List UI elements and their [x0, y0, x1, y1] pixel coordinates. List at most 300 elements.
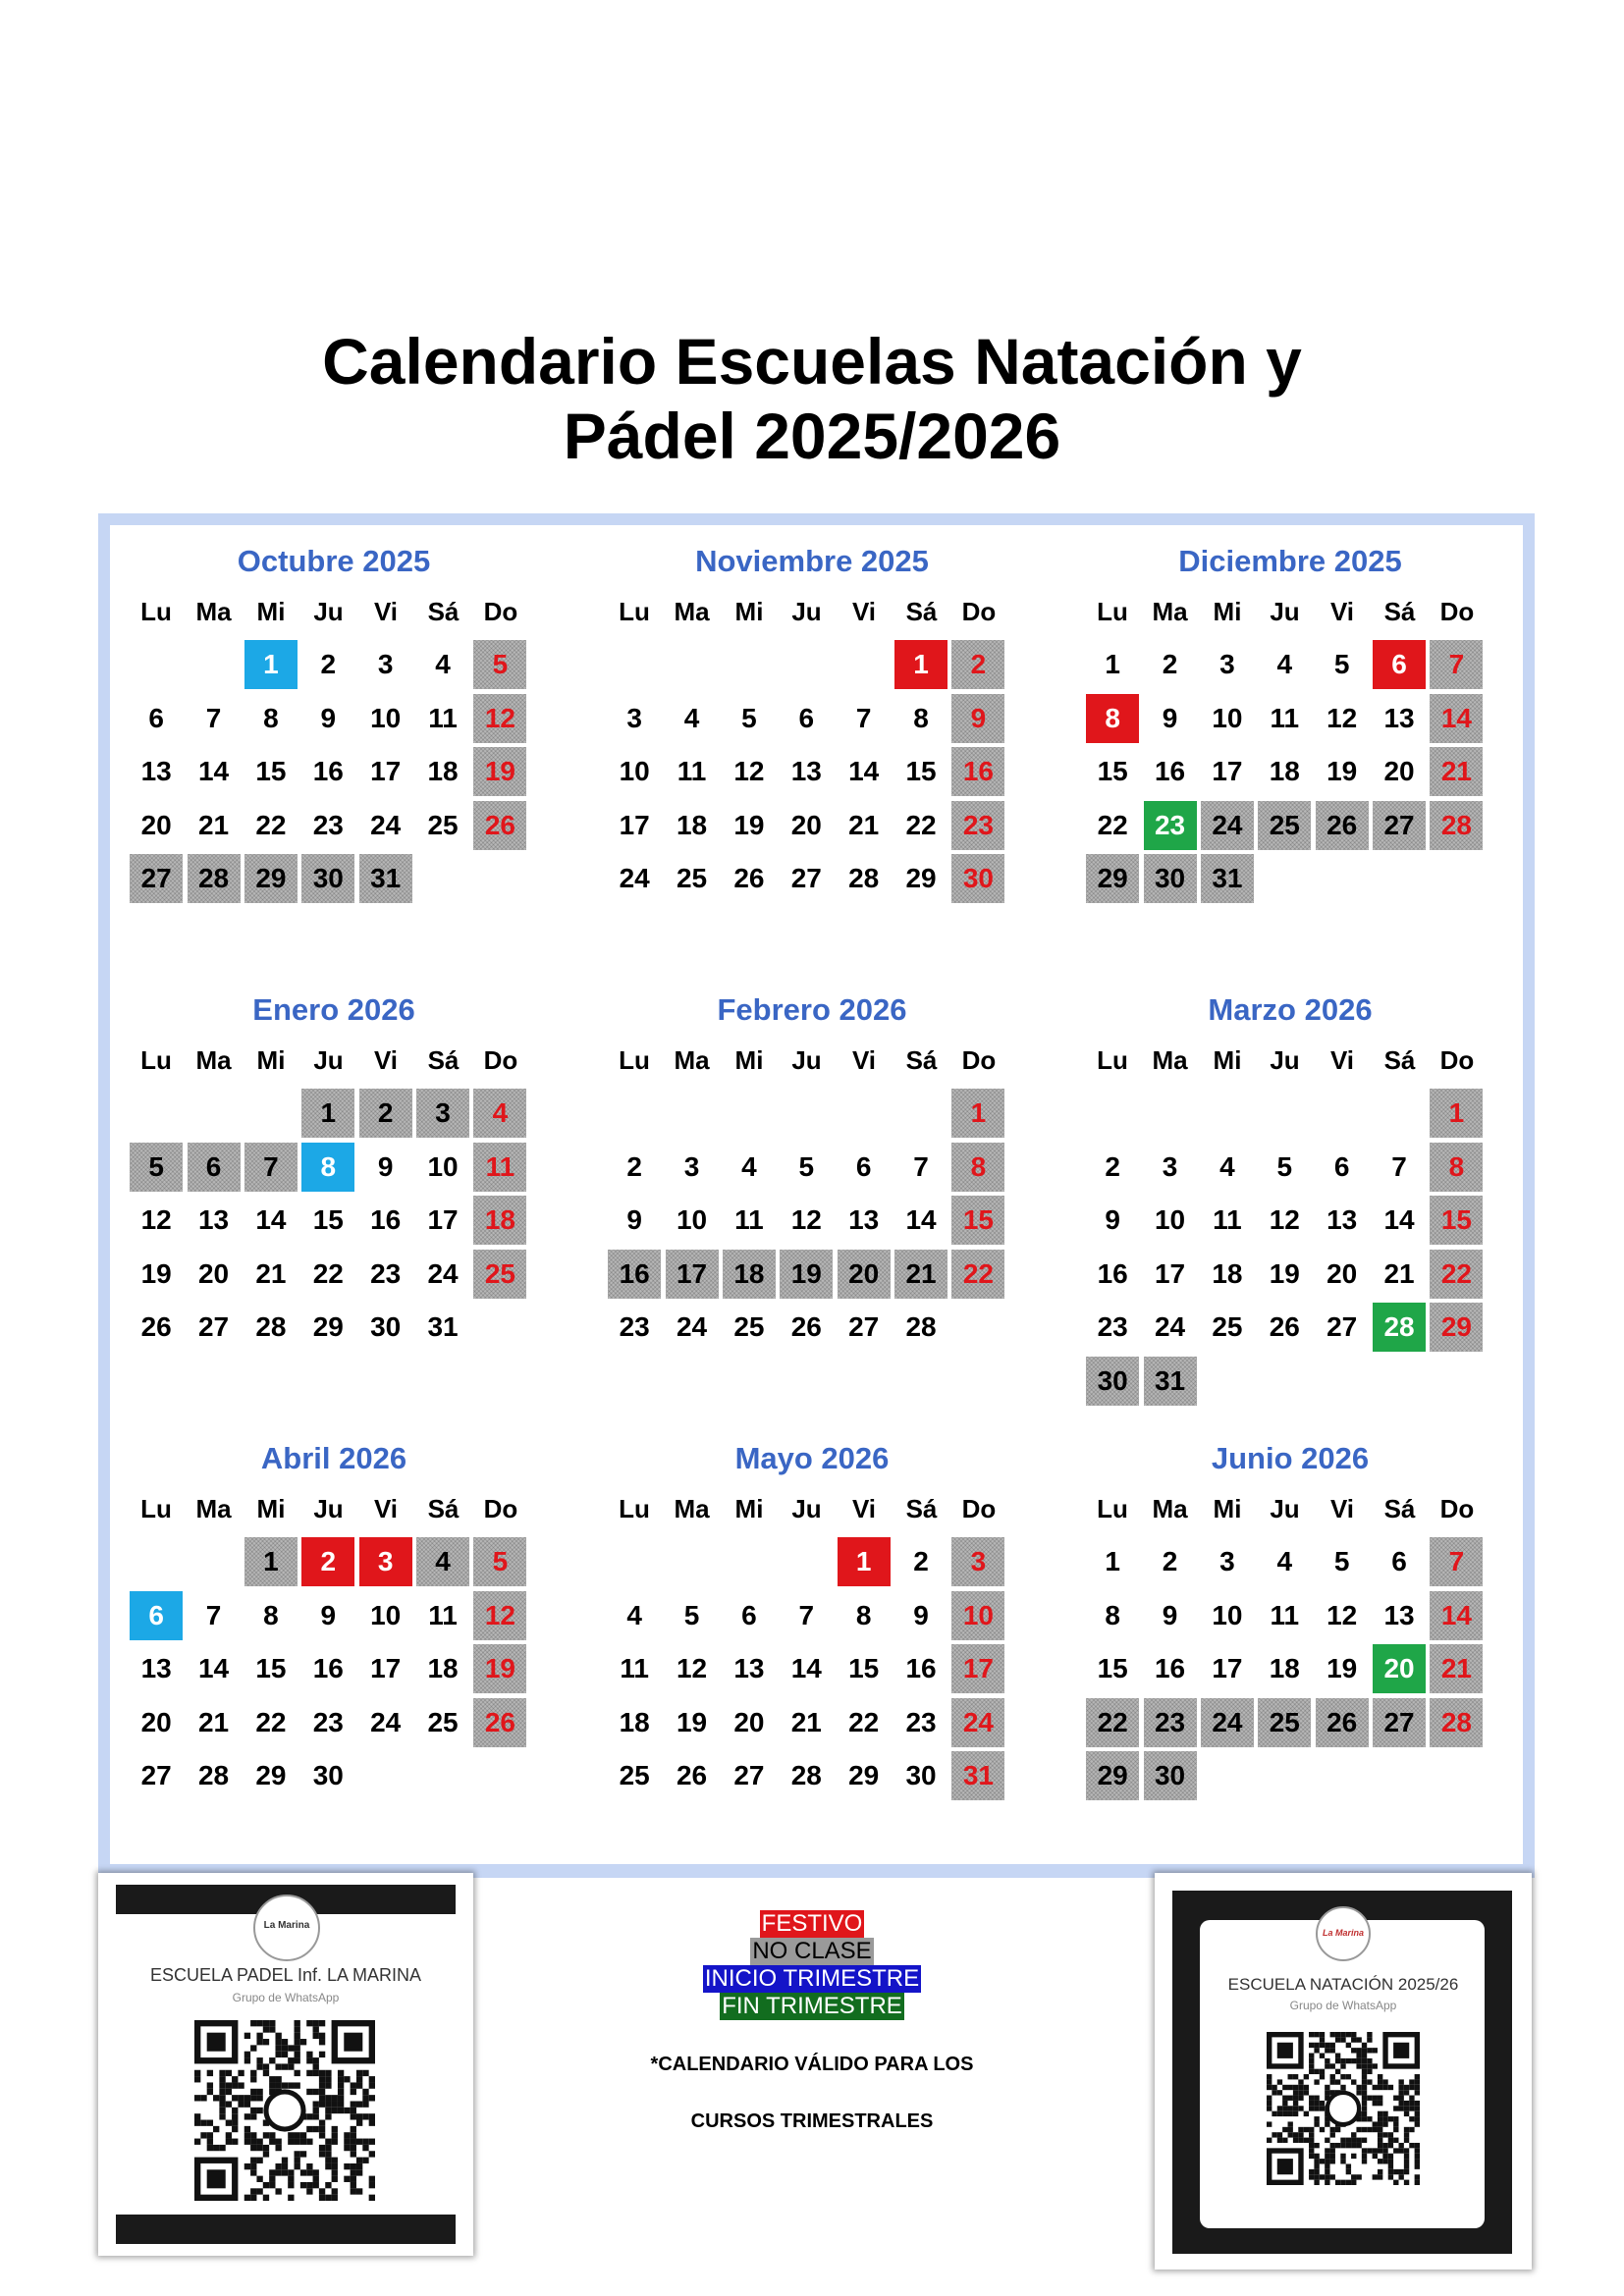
qr-module [1378, 2169, 1382, 2174]
qr-module [1378, 2111, 1382, 2116]
qr-module [1267, 2106, 1272, 2110]
qr-module [1415, 2085, 1420, 2090]
qr-module [369, 2082, 375, 2088]
qr-module [313, 2169, 319, 2175]
qr-module [1388, 2169, 1393, 2174]
qr-module [1409, 2096, 1414, 2101]
empty-day-cell [1430, 1751, 1483, 1800]
qr-module [1293, 2111, 1298, 2116]
day-cell: 22 [312, 1257, 344, 1289]
qr-module [1362, 2138, 1367, 2143]
qr-module [1367, 2096, 1372, 2101]
weekday-label: Sá [1383, 1493, 1416, 1523]
weekday-label: Ma [674, 596, 710, 626]
week-row [1084, 692, 1496, 746]
qr-module [1398, 2106, 1403, 2110]
day-cell: 16 [312, 756, 344, 787]
day-cell: 22 [255, 1706, 287, 1737]
qr-module [1314, 2154, 1319, 2159]
day-cell: 25 [473, 1250, 526, 1299]
week-row [1084, 1749, 1496, 1803]
qr-module [1409, 2106, 1414, 2110]
qr-module [1388, 2143, 1393, 2148]
qr-module [351, 2132, 356, 2138]
qr-module [319, 2076, 325, 2082]
qr-module [295, 2151, 300, 2157]
qr-module [194, 2076, 200, 2082]
day-cell: 22 [1430, 1250, 1483, 1299]
qr-module [250, 2020, 256, 2026]
day-cell: 20 [1373, 1644, 1426, 1693]
page-title [0, 324, 1624, 473]
qr-module [288, 2169, 294, 2175]
qr-module [313, 2033, 319, 2039]
day-cell: 3 [683, 1150, 700, 1182]
weekday-label: Ma [674, 1493, 710, 1523]
qr-module [1330, 2079, 1335, 2084]
empty-day-cell [1258, 854, 1311, 903]
day-cell: 27 [130, 854, 183, 903]
day-cell: 14 [255, 1204, 287, 1236]
qr-module [1356, 2174, 1361, 2179]
qr-module [1325, 2121, 1329, 2126]
day-cell: 14 [197, 756, 230, 787]
day-cell: 1 [1105, 649, 1120, 680]
day-cell: 3 [1162, 1150, 1178, 1182]
day-cell: 28 [905, 1311, 937, 1343]
weekday-label: Ju [1270, 1493, 1300, 1523]
qr-module [1382, 2085, 1387, 2090]
qr-module [275, 2082, 281, 2088]
qr-module [356, 2076, 362, 2082]
weekday-label: Ju [313, 596, 344, 626]
qr-module [263, 2039, 269, 2045]
qr-module [300, 2151, 306, 2157]
qr-module [1314, 2096, 1319, 2101]
week-row [128, 1087, 540, 1141]
qr-module [1415, 2074, 1420, 2079]
day-cell: 16 [608, 1250, 661, 1299]
qr-module [325, 2158, 331, 2163]
empty-day-cell [1201, 1089, 1254, 1138]
day-cell: 12 [473, 1591, 526, 1640]
qr-module [1288, 2121, 1293, 2126]
qr-module [275, 2139, 281, 2145]
day-cell: 5 [683, 1599, 700, 1630]
day-cell: 11 [1270, 702, 1300, 733]
week-row [1084, 1141, 1496, 1195]
day-cell: 13 [140, 1653, 172, 1684]
qr-module [1335, 2054, 1340, 2058]
day-cell: 18 [1269, 1653, 1300, 1684]
day-cell: 11 [428, 702, 458, 733]
qr-module [1382, 2132, 1387, 2137]
qr-module [1325, 2043, 1329, 2048]
month-4 [606, 987, 1018, 1355]
qr-module [1346, 2043, 1351, 2048]
qr-module [1373, 2154, 1378, 2159]
day-cell: 12 [140, 1204, 172, 1236]
qr-module [1282, 2127, 1287, 2132]
qr-module [332, 2188, 338, 2194]
qr-finder [1277, 2043, 1293, 2058]
day-cell: 3 [626, 702, 642, 733]
qr-module [1346, 2138, 1351, 2143]
qr-module [288, 2176, 294, 2182]
qr-module [263, 2182, 269, 2188]
qr-module [1367, 2079, 1372, 2084]
qr-module [344, 2132, 350, 2138]
qr-module [1309, 2101, 1314, 2106]
day-cell: 16 [1154, 756, 1186, 787]
qr-module [1335, 2032, 1340, 2037]
empty-day-cell [416, 1751, 469, 1800]
qr-module [1309, 2096, 1314, 2101]
qr-module [1309, 2058, 1314, 2063]
empty-day-cell [666, 1537, 719, 1586]
qr-module [1404, 2090, 1409, 2095]
day-cell: 9 [1105, 1204, 1120, 1236]
day-cell: 31 [427, 1311, 459, 1343]
qr-module [269, 2132, 275, 2138]
qr-module [1378, 2121, 1382, 2126]
week-row [1084, 1301, 1496, 1355]
qr-module [1309, 2054, 1314, 2058]
qr-module [356, 2158, 362, 2163]
card-bottom-bar [116, 2215, 456, 2244]
day-cell: 18 [473, 1196, 526, 1245]
day-cell: 18 [1212, 1257, 1243, 1289]
weekday-label: Sá [427, 596, 460, 626]
week-row [606, 1696, 1018, 1750]
day-cell: 9 [320, 1599, 337, 1630]
qr-module [1340, 2180, 1345, 2185]
qr-module [351, 2182, 356, 2188]
empty-day-cell [780, 1537, 833, 1586]
qr-module [1388, 2085, 1393, 2090]
day-cell: 30 [370, 1311, 402, 1343]
qr-module [1415, 2090, 1420, 2095]
day-cell: 15 [255, 756, 287, 787]
day-cell: 14 [1383, 1204, 1415, 1236]
qr-module [1330, 2159, 1335, 2163]
day-cell: 22 [255, 809, 287, 840]
day-cell: 13 [1326, 1204, 1358, 1236]
day-cell: 2 [1162, 1546, 1178, 1577]
day-cell: 28 [1430, 801, 1483, 850]
weekday-label: Sá [1383, 1044, 1416, 1075]
qr-module [319, 2095, 325, 2101]
qr-module [226, 2139, 232, 2145]
day-cell: 22 [848, 1706, 880, 1737]
qr-module [256, 2095, 262, 2101]
day-cell: 5 [130, 1143, 183, 1192]
day-cell: 8 [301, 1143, 354, 1192]
qr-module [1325, 2174, 1329, 2179]
day-cell: 4 [1276, 649, 1293, 680]
qr-module [1335, 2037, 1340, 2042]
qr-module [1367, 2058, 1372, 2063]
day-cell: 6 [130, 1591, 183, 1640]
qr-module [1314, 2043, 1319, 2048]
natacion-qr-code[interactable] [1267, 2032, 1420, 2185]
day-cell: 23 [1097, 1311, 1128, 1343]
day-cell: 23 [619, 1311, 650, 1343]
qr-module [319, 2020, 325, 2026]
qr-module [1351, 2032, 1356, 2037]
qr-module [1309, 2063, 1314, 2068]
qr-module [219, 2082, 225, 2088]
qr-module [1320, 2101, 1325, 2106]
weekday-label: Ma [1152, 596, 1188, 626]
day-cell: 10 [676, 1204, 708, 1236]
qr-module [1388, 2163, 1393, 2168]
qr-module [269, 2082, 275, 2088]
day-cell: 26 [473, 801, 526, 850]
qr-module [351, 2169, 356, 2175]
qr-module [1277, 2111, 1282, 2116]
day-cell: 23 [1144, 1698, 1197, 1747]
qr-module [263, 2195, 269, 2201]
qr-module [1362, 2106, 1367, 2110]
qr-module [1415, 2121, 1420, 2126]
day-cell: 26 [676, 1760, 708, 1791]
qr-module [1382, 2154, 1387, 2159]
qr-module [1415, 2148, 1420, 2153]
qr-module [1293, 2101, 1298, 2106]
qr-module [1415, 2163, 1420, 2168]
day-cell: 12 [1326, 1599, 1358, 1630]
qr-module [325, 2076, 331, 2082]
qr-module [263, 2026, 269, 2032]
qr-module [207, 2132, 213, 2138]
whatsapp-icon [1327, 2093, 1359, 2124]
week-row [1084, 1589, 1496, 1643]
qr-module [1388, 2138, 1393, 2143]
day-cell: 12 [733, 756, 765, 787]
empty-day-cell [473, 1303, 526, 1352]
qr-module [1351, 2143, 1356, 2148]
weekday-label: Lu [1097, 1493, 1128, 1523]
qr-module [1378, 2074, 1382, 2079]
qr-module [288, 2182, 294, 2188]
day-cell: 26 [1316, 1698, 1369, 1747]
empty-day-cell [838, 1089, 891, 1138]
qr-module [1356, 2054, 1361, 2058]
qr-module [244, 2101, 250, 2107]
day-cell: 24 [1201, 1698, 1254, 1747]
month-3 [128, 987, 540, 1355]
qr-module [356, 2163, 362, 2169]
day-cell: 30 [1086, 1357, 1139, 1406]
day-cell: 28 [790, 1760, 822, 1791]
qr-module [1309, 2169, 1314, 2174]
day-cell: 17 [370, 1653, 402, 1684]
qr-module [244, 2139, 250, 2145]
qr-module [356, 2169, 362, 2175]
qr-module [325, 2182, 331, 2188]
qr-module [288, 2195, 294, 2201]
qr-module [1320, 2074, 1325, 2079]
weekday-label: Ma [195, 596, 232, 626]
weekday-label: Lu [1097, 1044, 1128, 1075]
weekday-header [1084, 1034, 1496, 1087]
qr-module [1398, 2085, 1403, 2090]
qr-module [1415, 2143, 1420, 2148]
qr-module [1335, 2127, 1340, 2132]
qr-module [1309, 2143, 1314, 2148]
qr-module [306, 2188, 312, 2194]
empty-day-cell [359, 1751, 412, 1800]
day-cell: 7 [244, 1143, 298, 1192]
day-cell: 2 [1162, 649, 1178, 680]
day-cell: 6 [148, 702, 164, 733]
qr-module [1415, 2101, 1420, 2106]
qr-module [219, 2145, 225, 2151]
day-cell: 20 [733, 1706, 765, 1737]
qr-module [1330, 2132, 1335, 2137]
day-cell: 7 [1430, 1537, 1483, 1586]
qr-module [1404, 2085, 1409, 2090]
qr-module [256, 2033, 262, 2039]
qr-module [369, 2095, 375, 2101]
weekday-label: Mi [1213, 596, 1242, 626]
qr-module [362, 2095, 368, 2101]
day-cell: 28 [197, 1760, 230, 1791]
day-cell: 8 [1086, 694, 1139, 743]
qr-module [250, 2132, 256, 2138]
qr-module [306, 2139, 312, 2145]
qr-module [1282, 2085, 1287, 2090]
month-6 [128, 1435, 540, 1803]
qr-module [275, 2076, 281, 2082]
day-cell: 15 [951, 1196, 1004, 1245]
day-cell: 21 [894, 1250, 947, 1299]
qr-module [232, 2082, 238, 2088]
qr-module [1330, 2048, 1335, 2053]
qr-module [356, 2082, 362, 2088]
qr-module [319, 2082, 325, 2088]
qr-module [1298, 2096, 1303, 2101]
day-cell: 29 [1086, 854, 1139, 903]
qr-finder [344, 2033, 362, 2052]
day-cell: 11 [428, 1599, 458, 1630]
qr-module [369, 2151, 375, 2157]
day-cell: 30 [1144, 854, 1197, 903]
weekday-label: Mi [1213, 1493, 1242, 1523]
day-cell: 16 [1097, 1257, 1128, 1289]
day-cell: 25 [733, 1311, 765, 1343]
day-cell: 9 [1162, 1599, 1178, 1630]
day-cell: 2 [359, 1089, 412, 1138]
qr-module [194, 2095, 200, 2101]
qr-module [244, 2095, 250, 2101]
day-cell: 8 [263, 702, 279, 733]
day-cell: 23 [312, 1706, 344, 1737]
month-8 [1084, 1435, 1496, 1803]
qr-module [306, 2182, 312, 2188]
empty-day-cell [473, 854, 526, 903]
empty-day-cell [780, 1089, 833, 1138]
month-title: Junio 2026 [1211, 1441, 1370, 1475]
qr-module [1340, 2032, 1345, 2037]
qr-module [200, 2095, 206, 2101]
qr-module [1356, 2127, 1361, 2132]
qr-finder [207, 2169, 226, 2188]
title-line-2: Pádel 2025/2026 [563, 400, 1061, 472]
qr-module [244, 2033, 250, 2039]
qr-module [1362, 2159, 1367, 2163]
weekday-header [606, 585, 1018, 638]
qr-module [1362, 2069, 1367, 2074]
qr-module [1351, 2138, 1356, 2143]
qr-module [1277, 2090, 1282, 2095]
day-cell: 7 [205, 702, 222, 733]
empty-day-cell [1430, 854, 1483, 903]
qr-module [1415, 2174, 1420, 2179]
qr-module [1378, 2096, 1382, 2101]
empty-day-cell [723, 640, 776, 689]
weekday-label: Ju [791, 1493, 822, 1523]
day-cell: 13 [790, 756, 822, 787]
qr-module [1314, 2106, 1319, 2110]
qr-module [351, 2089, 356, 2095]
day-cell: 19 [1326, 1653, 1358, 1684]
weekday-label: Mi [734, 596, 764, 626]
qr-module [1325, 2159, 1329, 2163]
week-row [606, 692, 1018, 746]
qr-module [1415, 2079, 1420, 2084]
qr-module [1314, 2163, 1319, 2168]
day-cell: 31 [951, 1751, 1004, 1800]
qr-module [300, 2169, 306, 2175]
qr-module [1340, 2058, 1345, 2063]
empty-day-cell [1144, 1089, 1197, 1138]
qr-module [1362, 2058, 1367, 2063]
qr-module [356, 2101, 362, 2107]
qr-module [344, 2076, 350, 2082]
day-cell: 15 [312, 1204, 344, 1236]
qr-module [1404, 2148, 1409, 2153]
qr-module [1267, 2138, 1272, 2143]
weekday-label: Sá [905, 1493, 938, 1523]
day-cell: 8 [913, 702, 929, 733]
qr-module [1277, 2132, 1282, 2137]
legend-no-clase: NO CLASE [752, 1938, 872, 1964]
empty-day-cell [1258, 1089, 1311, 1138]
day-cell: 9 [626, 1204, 642, 1236]
week-row [606, 852, 1018, 906]
qr-module [1362, 2079, 1367, 2084]
qr-module [1393, 2180, 1398, 2185]
qr-module [1335, 2143, 1340, 2148]
weekday-header [128, 1034, 540, 1087]
qr-module [1309, 2032, 1314, 2037]
qr-module [1346, 2163, 1351, 2168]
qr-module [332, 2101, 338, 2107]
empty-day-cell [188, 1537, 241, 1586]
qr-module [1362, 2096, 1367, 2101]
weekday-label: Ma [1152, 1493, 1188, 1523]
day-cell: 6 [1333, 1150, 1350, 1182]
day-cell: 3 [1219, 1546, 1235, 1577]
qr-module [1362, 2101, 1367, 2106]
empty-day-cell [1373, 854, 1426, 903]
natacion-logo [1316, 1906, 1371, 1961]
qr-module [369, 2182, 375, 2188]
qr-module [226, 2082, 232, 2088]
day-cell: 21 [848, 809, 880, 840]
